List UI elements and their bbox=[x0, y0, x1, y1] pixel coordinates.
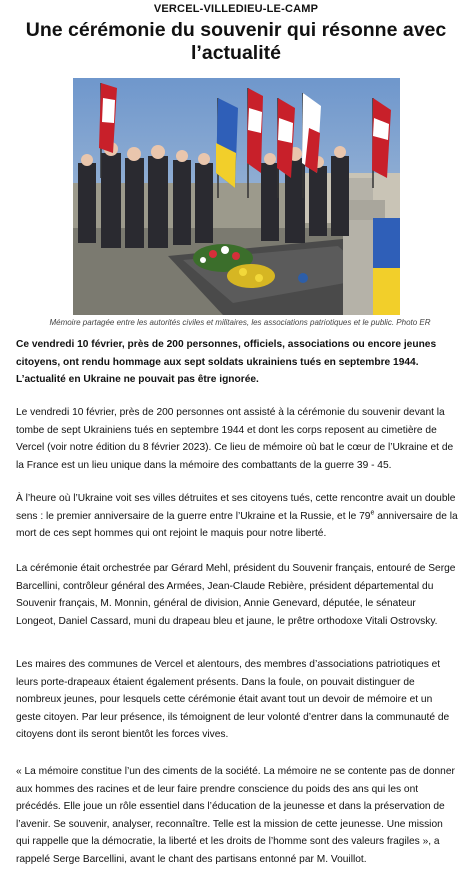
article-paragraph bbox=[16, 490, 458, 543]
article-paragraph: La cérémonie était orchestrée par Gérard Mehl, président du Souvenir français, entouré de Serge Barcellini, contrôleur général des Armées, Jean-Claude Rebière, président départemental du Souvenir français, M. Monnin, général de division, Annie Genevard, députée, le sénateur Longeot, Daniel Cassard, muni du drapeau bleu et jaune, le prêtre orthodoxe Vitali Ostrovsky. bbox=[16, 563, 456, 627]
paragraph-text: À l’heure où l’Ukraine voit ses villes détruites et ses citoyens tués, cette rencontre avait un double sens : le premier anniversaire de la guerre entre l’Ukraine et la Russie, et le 79 bbox=[16, 493, 456, 522]
ordinal-superscript: e bbox=[370, 509, 375, 517]
ceremony-photo bbox=[73, 78, 400, 315]
article-title: Une cérémonie du souvenir qui résonne avec l’actualité bbox=[25, 19, 447, 64]
ceremony-photo-illustration bbox=[73, 78, 400, 315]
article-lead: Ce vendredi 10 février, près de 200 personnes, officiels, associations ou encore jeunes citoyens, ont rendu hommage aux sept soldats ukrainiens tués en septembre 1944. L’actualité en Ukraine ne pouvait pas être ignorée. bbox=[16, 339, 437, 385]
photo-caption: Mémoire partagée entre les autorités civiles et militaires, les associations patriotiques et le public. Photo ER bbox=[49, 318, 431, 327]
article-paragraph: Le vendredi 10 février, près de 200 personnes ont assisté à la cérémonie du souvenir devant la tombe de sept Ukrainiens tués en septembre 1944 et dont les corps reposent au cimetière de Vercel (voir notre édition du 8 février 2023). Ce lieu de mémoire où bat le cœur de l’Ukraine et de la France est un lieu unique dans la mémoire des combattants de la guerre 39 - 45. bbox=[16, 407, 454, 471]
article-paragraph: Les maires des communes de Vercel et alentours, des membres d’associations patriotiques et leurs porte-drapeaux étaient également présents. Dans la foule, on pouvait distinguer de nombreux jeunes, pour lesquels cette cérémonie était avant tout un devoir de mémoire et un geste citoyen. Par leur présence, ils témoignent de leur volonté d’entrer dans la communauté de citoyens dont ils seront bientôt les forces vives. bbox=[16, 659, 450, 740]
article-kicker: VERCEL-VILLEDIEU-LE-CAMP bbox=[153, 3, 319, 15]
paragraph-text: anniversaire de la mort de ces sept hommes qui ont rejoint le maquis pour notre liberté. bbox=[16, 510, 458, 539]
article-paragraph: « La mémoire constitue l’un des ciments de la société. La mémoire ne se contente pas de donner aux hommes des racines et de leur faire prendre conscience du poids des ans qui les ont précédés. Elle joue un rôle essentiel dans l’éducation de la jeunesse et dans la préservation de l’avenir. Se souvenir, analyser, reconnaître. Telle est la mission de cette jeunesse. Une mission qui rappelle que la démocratie, la liberté et les droits de l’homme sont des valeurs fragiles », a rappelé Serge Barcellini, avant le chant des partisans entonné par M. Vouillot. bbox=[16, 766, 455, 865]
